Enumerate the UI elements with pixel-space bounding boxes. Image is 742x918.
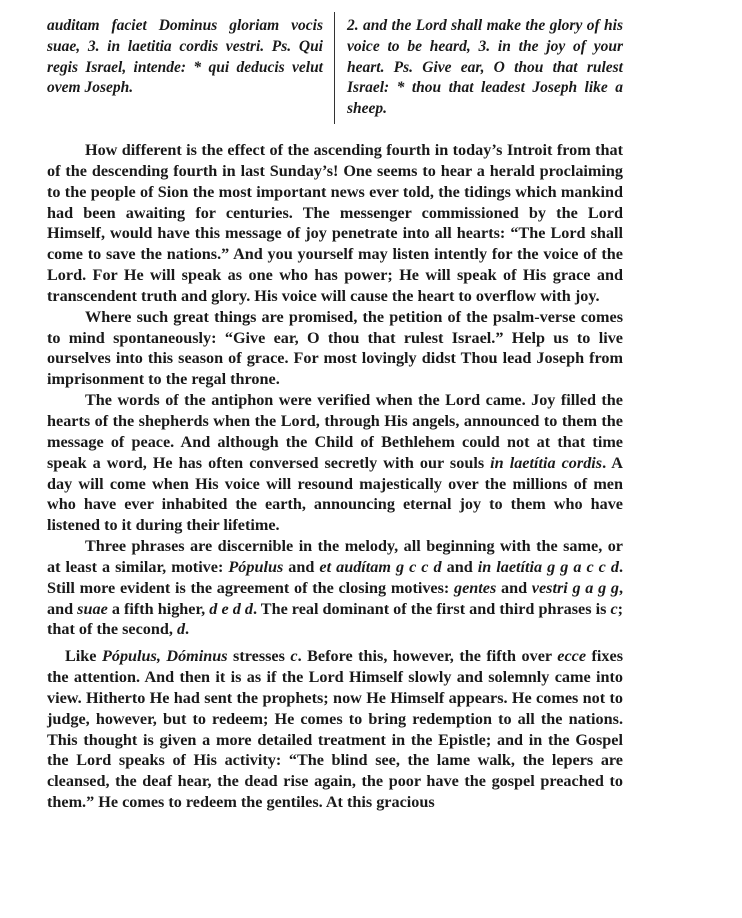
p4-italic: suae <box>77 599 108 618</box>
p4-text: , and <box>47 578 624 618</box>
p4-text: and <box>283 557 320 576</box>
p4-text: Three phrases are discernible in the melody, all beginning with the same, or at least a similar, motive: <box>47 537 623 576</box>
paragraph-5 <box>47 646 623 813</box>
p4-italic: c <box>610 599 618 618</box>
p4-text: ; that of the second, <box>47 599 624 639</box>
p4-text: . Still more evident is the agreement of the closing motives: <box>47 557 623 597</box>
p4-text: . <box>185 620 190 639</box>
p5-text: fixes the attention. And then it is as if the Lord Himself slowly and solemnly came into view. Hitherto He had sent the prophets; now He Himself appears. He comes not to judge, however, but to redeem; He comes to bring redemption to all the nations. This thought is given a more detailed treatment in the Epistle; and in the Gospel the Lord speaks of His activity: “The blind see, the lame walk, the lepers are cleansed, the deaf hear, the dead rise again, the poor have the gospel preached to them.” He comes to redeem the gentiles. At this gracious <box>47 647 623 812</box>
commentary-body <box>47 140 623 813</box>
english-text: 2. and the Lord shall make the glory of his voice to be heard, 3. in the joy of your heart. Ps. Give ear, O thou that rulest Israel: * thou that leadest Joseph like a sheep. <box>347 17 623 118</box>
p3-text-b: . A day will come when His voice will resound majestically over the millions of men who have ever inhabited the earth, announcing eternal joy to them who have listened to it during their lifetime. <box>47 453 623 535</box>
paragraph-3 <box>47 390 623 536</box>
p5-text: stresses <box>227 647 291 666</box>
p4-italic: d e d d <box>209 599 253 618</box>
p4-italic: d <box>176 620 186 639</box>
p4-italic: Pópulus <box>228 557 284 576</box>
paragraph-1: How different is the effect of the ascending fourth in today’s Introit from that of the descending fourth in last Sunday’s! One seems to hear a herald proclaiming to the people of Sion the most important news ever told, the tidings which mankind had been awaiting for centuries. The messenger commissioned by the Lord Himself, would have this message of joy penetrate into all hearts: “The Lord shall come to save the nations.” And you yourself may listen intently for the voice of the Lord. For He will speak as one who has power; He will speak of His grace and transcendent truth and glory. His voice will cause the heart to overflow with joy. <box>47 141 623 305</box>
latin-text: auditam faciet Dominus gloriam vocis suae, 3. in laetitia cordis vestri. Ps. Qui regis Israel, intende: * qui deducis velut ovem Joseph. <box>47 17 323 97</box>
p4-text: and <box>496 578 532 597</box>
p4-italic: gentes <box>454 578 497 597</box>
p5-text: Like <box>65 647 102 666</box>
latin-column <box>47 16 323 99</box>
p3-italic: in laetítia cordis <box>490 453 603 472</box>
p4-text: . The real dominant of the first and third phrases is <box>252 599 611 618</box>
p5-text: . Before this, however, the fifth over <box>297 647 558 666</box>
p4-text: a fifth higher, <box>107 599 210 618</box>
p4-italic: vestri g a g g <box>531 578 619 597</box>
column-divider <box>334 12 335 124</box>
p4-text: and <box>441 557 478 576</box>
p5-italic: c <box>290 647 298 666</box>
english-column <box>347 16 623 120</box>
p5-italic: Pópulus, Dóminus <box>101 647 228 666</box>
p3-text-a: The words of the antiphon were verified when the Lord came. Joy filled the hearts of the shepherds when the Lord, through His angels, announced to them the message of peace. And although the Child of Bethlehem could not at that time speak a word, He has often conversed secretly with our souls <box>47 391 623 472</box>
p5-italic: ecce <box>557 647 587 666</box>
paragraph-2: Where such great things are promised, the petition of the psalm-verse comes to mind spontaneously: “Give ear, O thou that rulest Israel.” Help us to live ourselves into this season of grace. For most lovingly didst Thou lead Joseph from imprisonment to the regal throne. <box>47 307 623 389</box>
paragraph-4 <box>47 536 623 640</box>
p4-italic: et audítam g c c d <box>319 557 442 576</box>
p4-italic: in laetítia g g a c c d <box>477 557 619 576</box>
